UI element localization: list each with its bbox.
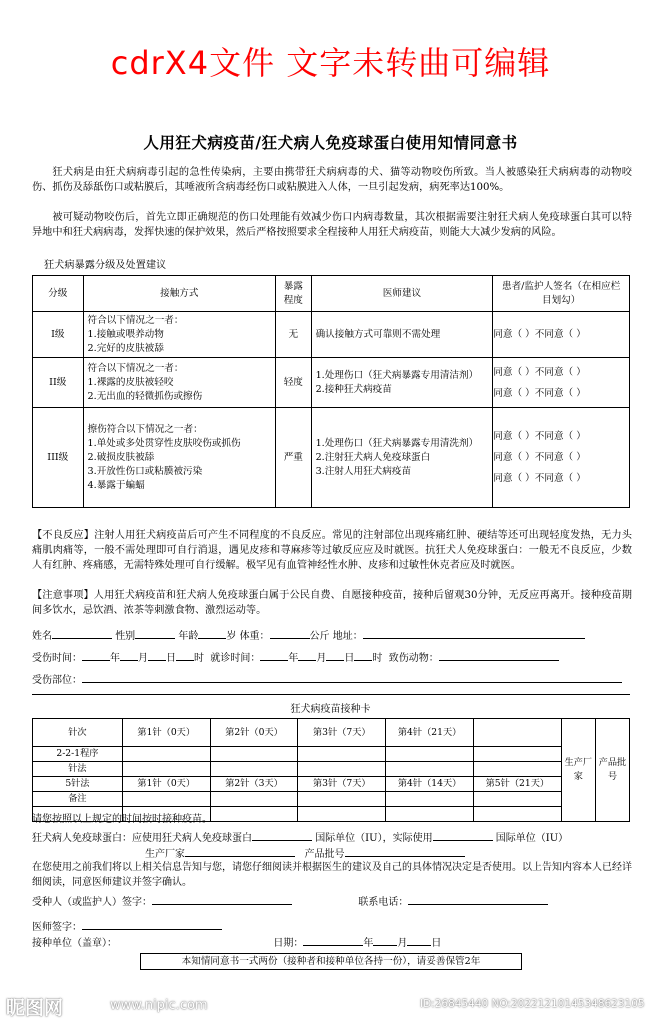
dose-entry-cell[interactable] [122, 792, 210, 807]
visit-hour-field[interactable] [354, 649, 372, 661]
intro-paragraph-2: 被可疑动物咬伤后，首先立即正确规范的伤口处理能有效减少伤口内病毒数量，其次根据需要注射狂犬病人免疫球蛋白其可以特异地中和狂犬病病毒，发挥快速的保护效果，然后严格按照要求全程接种人用狂犬病疫苗，则能大大减少发病的风险。 [32, 212, 632, 238]
header-sign: 患者/监护人签名（在相应栏目划勾） [493, 276, 630, 312]
address-field[interactable] [363, 627, 585, 639]
dose-entry-cell[interactable] [298, 792, 386, 807]
recipient-sign-label: 受种人（或监护人）签字： [32, 897, 152, 908]
table-row [33, 408, 630, 508]
contact-line: 符合以下情况之一者： [87, 362, 184, 374]
contact-line: 4.暴露于蝙蝠 [87, 479, 145, 491]
doctor-line [32, 918, 222, 935]
advice-line: 1.处理伤口（狂犬病暴露专用清洁剂） [315, 369, 479, 381]
advice-line: 确认接触方式可靠则不需处理 [315, 328, 441, 340]
age-label: 年龄 [178, 631, 199, 642]
dose-entry-cell[interactable] [298, 807, 386, 822]
intro-paragraph-1: 狂犬病是由狂犬病病毒引起的急性传染病，主要由携带狂犬病病毒的犬、猫等动物咬伤所致。当人被感染狂犬病病毒的动物咬伤、抓伤及舔舐伤口或粘膜后，其唾液所含病毒经伤口或粘膜进入人体，一旦引起发病，病死率达100%。 [32, 167, 632, 193]
schedule-note: 请您按照以上规定的时间按时接种疫苗。 [32, 814, 212, 825]
dose-entry-cell[interactable] [386, 807, 474, 822]
vaccination-card-table [32, 718, 630, 822]
header-degree: 暴露程度 [276, 276, 311, 312]
weight-label: 体重： [239, 631, 270, 642]
ig-amount-field[interactable] [252, 829, 312, 841]
year-unit: 年 [110, 653, 120, 664]
date-year-field[interactable] [303, 934, 363, 946]
consent-cell[interactable] [493, 408, 630, 508]
date-month-field[interactable] [373, 934, 397, 946]
age-unit: 岁 [226, 631, 237, 642]
advice-line: 1.处理伤口（狂犬病暴露专用清洗剂） [315, 437, 479, 449]
contact-line: 1.裸露的皮肤被轻咬 [87, 376, 174, 388]
maker-field[interactable] [185, 845, 295, 857]
dose-cell: 第5针（21天） [473, 777, 561, 792]
editable-file-banner: cdrX4文件 文字未转曲可编辑 [110, 44, 551, 82]
gender-label: 性别 [115, 631, 136, 642]
advice-cell [311, 408, 493, 508]
dose-cell: 第1针（0天） [122, 719, 210, 747]
dose-entry-cell[interactable] [386, 762, 474, 777]
month-unit: 月 [316, 653, 327, 664]
advice-line: 3.注射人用狂犬病疫苗 [315, 465, 412, 477]
consent-checkbox[interactable]: 同意（ ）不同意（ ） [493, 387, 586, 399]
contact-line: 1.单处或多处贯穿性皮肤咬伤或抓伤 [87, 437, 241, 449]
recipient-sign-field[interactable] [152, 893, 292, 905]
patient-info-line [32, 627, 585, 644]
doctor-sign-label: 医师签字： [32, 922, 82, 933]
level-cell: II级 [33, 358, 84, 408]
dose-cell: 第3针（7天） [298, 719, 386, 747]
doctor-sign-field[interactable] [82, 918, 222, 930]
immunoglobulin-label: 狂犬病人免疫球蛋白：应使用狂犬病人免疫球蛋白 [32, 833, 252, 844]
name-field[interactable] [52, 627, 112, 639]
batch-label: 产品批号 [304, 849, 345, 860]
dose-cell: 第4针（14天） [386, 777, 474, 792]
contact-line: 3.开放性伤口或粘膜被污染 [87, 465, 203, 477]
unit-stamp-label: 接种单位（盖章）： [32, 938, 117, 949]
dose-cell: 第4针（21天） [386, 719, 474, 747]
injury-time-label: 受伤时间： [32, 653, 82, 664]
consent-checkbox[interactable]: 同意（ ）不同意（ ） [493, 452, 586, 463]
contact-line: 2.破损皮肤被舔 [87, 451, 155, 463]
row-label: 针法 [33, 762, 123, 777]
degree-cell: 无 [276, 312, 311, 358]
month-unit: 月 [397, 938, 408, 949]
divider [32, 694, 630, 695]
year-unit: 年 [288, 653, 299, 664]
dose-cell: 第2针（0天） [210, 719, 298, 747]
document-title: 人用狂犬病疫苗/狂犬病人免疫球蛋白使用知情同意书 [143, 133, 518, 152]
batch-field[interactable] [345, 845, 465, 857]
month-unit: 月 [138, 653, 148, 664]
address-label: 地址： [332, 631, 363, 642]
dose-entry-cell[interactable] [122, 762, 210, 777]
contact-cell [83, 312, 276, 358]
injury-day-field[interactable] [148, 649, 166, 661]
consent-checkbox[interactable]: 同意（ ）不同意（ ） [493, 329, 586, 340]
visit-year-field[interactable] [260, 649, 288, 661]
contact-line: 1.接触或喂养动物 [87, 328, 164, 340]
card-header-maker: 生产厂家 [561, 719, 595, 822]
date-day-field[interactable] [407, 934, 431, 946]
hour-unit: 时 [372, 653, 383, 664]
date-label: 日期： [273, 938, 304, 949]
header-level: 分级 [33, 276, 84, 312]
vaccination-card-title: 狂犬病疫苗接种卡 [290, 704, 371, 715]
day-unit: 日 [344, 653, 355, 664]
dose-entry-cell[interactable] [298, 762, 386, 777]
signature-line [32, 893, 548, 910]
day-unit: 日 [166, 653, 176, 664]
visit-day-field[interactable] [326, 649, 344, 661]
degree-cell: 轻度 [276, 358, 311, 408]
contact-line: 符合以下情况之一者： [87, 314, 184, 326]
injury-site-field[interactable] [82, 671, 622, 683]
card-header-batch: 产品批号 [595, 719, 629, 822]
maker-label: 生产厂家 [145, 849, 185, 860]
injury-hour-field[interactable] [176, 649, 194, 661]
nipic-logo: 昵图网 [6, 997, 64, 1019]
consent-checkbox[interactable]: 同意（ ）不同意（ ） [493, 431, 586, 442]
contact-line: 2.完好的皮肤被舔 [87, 342, 164, 354]
consent-cell[interactable] [493, 358, 630, 408]
table-row [33, 312, 630, 358]
dose-entry-cell[interactable] [210, 747, 298, 762]
animal-field[interactable] [439, 649, 559, 661]
dose-cell: 第3针（7天） [298, 777, 386, 792]
advice-cell [311, 358, 493, 408]
consent-statement: 在您使用之前我们将以上相关信息告知与您，请您仔细阅读并根据医生的建议及自己的具体情况决定是否使用。以上告知内容本人已经详细阅读，同意医师建议并签字确认。 [32, 862, 632, 888]
injury-site-label: 受伤部位： [32, 675, 82, 686]
row-label: 2-2-1程序 [33, 747, 123, 762]
retention-notice-box: 本知情同意书一式两份（接种者和接种单位各持一份），请妥善保管2年 [140, 953, 522, 970]
advice-line: 2.接种狂犬病疫苗 [315, 383, 392, 395]
dose-entry-cell[interactable] [386, 747, 474, 762]
day-unit: 日 [431, 938, 442, 949]
ig-unit-label-2: 国际单位（IU） [495, 833, 569, 844]
injury-site-line [32, 671, 622, 688]
animal-label: 致伤动物： [388, 653, 439, 664]
dose-cell: 第2针（3天） [210, 777, 298, 792]
contact-line: 2.无出血的轻微抓伤或擦伤 [87, 390, 203, 402]
contact-cell [83, 408, 276, 508]
advice-cell [311, 312, 493, 358]
header-advice: 医师建议 [311, 276, 493, 312]
contact-cell [83, 358, 276, 408]
degree-cell: 严重 [276, 408, 311, 508]
dose-entry-cell[interactable] [473, 747, 561, 762]
age-field[interactable] [198, 627, 226, 639]
image-id-watermark: ID:26845440 NO:20221210145348623105 [420, 998, 645, 1010]
name-label: 姓名 [32, 631, 52, 642]
phone-field[interactable] [408, 893, 548, 905]
exposure-table [32, 275, 630, 508]
empty-cell [473, 719, 561, 747]
header-contact: 接触方式 [83, 276, 276, 312]
ig-actual-field[interactable] [433, 829, 493, 841]
table-row [33, 358, 630, 408]
weight-unit: 公斤 [309, 631, 330, 642]
advice-line: 2.注射狂犬病人免疫球蛋白 [315, 451, 431, 463]
dose-entry-cell[interactable] [122, 747, 210, 762]
contact-line: 擦伤符合以下情况之一者： [87, 423, 203, 435]
dose-entry-cell[interactable] [210, 792, 298, 807]
consent-checkbox[interactable]: 同意（ ）不同意（ ） [493, 473, 586, 484]
row-label: 5针法 [33, 777, 123, 792]
year-unit: 年 [363, 938, 374, 949]
injury-time-line [32, 649, 559, 666]
phone-label: 联系电话： [358, 897, 409, 908]
dose-entry-cell[interactable] [210, 762, 298, 777]
consent-checkbox[interactable]: 同意（ ）不同意（ ） [493, 366, 586, 378]
ig-unit-label: 国际单位（IU），实际使用 [315, 833, 433, 844]
dose-entry-cell[interactable] [473, 762, 561, 777]
unit-date-line [32, 934, 441, 951]
dose-entry-cell[interactable] [298, 747, 386, 762]
card-header-dose: 针次 [33, 719, 123, 747]
hour-unit: 时 [194, 653, 204, 664]
immunoglobulin-line [32, 829, 568, 846]
row-label: 备注 [33, 792, 123, 807]
visit-month-field[interactable] [298, 649, 316, 661]
dose-cell: 第1针（0天） [122, 777, 210, 792]
injury-year-field[interactable] [82, 649, 110, 661]
dose-entry-cell[interactable] [210, 807, 298, 822]
visit-time-label: 就诊时间： [210, 653, 261, 664]
gender-field[interactable] [135, 627, 175, 639]
dose-entry-cell[interactable] [473, 807, 561, 822]
exposure-table-caption: 狂犬病暴露分级及处置建议 [44, 260, 167, 271]
nipic-url: www.nipic.com [110, 998, 208, 1013]
dose-entry-cell[interactable] [473, 792, 561, 807]
adverse-reaction-text: 【不良反应】注射人用狂犬病疫苗后可产生不同程度的不良反应。常见的注射部位出现疼痛红肿、硬结等还可出现轻度发热，无力头痛肌肉痛等，一般不需处理即可自行消退，遇见皮疹和荨麻疹等过敏反应应及时就医。抗狂犬人免疫球蛋白：一般无不良反应，少数人有红肿、疼痛感，无需特殊处理可自行缓解。极罕见有血管神经性水肿、皮疹和过敏性休克者应及时就医。 [32, 530, 632, 571]
weight-field[interactable] [270, 627, 310, 639]
injury-month-field[interactable] [120, 649, 138, 661]
level-cell: III级 [33, 408, 84, 508]
dose-entry-cell[interactable] [386, 792, 474, 807]
consent-cell[interactable] [493, 312, 630, 358]
level-cell: I级 [33, 312, 84, 358]
notice-text: 【注意事项】人用狂犬病疫苗和狂犬病人免疫球蛋白属于公民自费、自愿接种疫苗，接种后留观30分钟，无反应再离开。接种疫苗期间多饮水，忌饮酒、浓茶等刺激食物、激烈运动等。 [32, 590, 632, 616]
